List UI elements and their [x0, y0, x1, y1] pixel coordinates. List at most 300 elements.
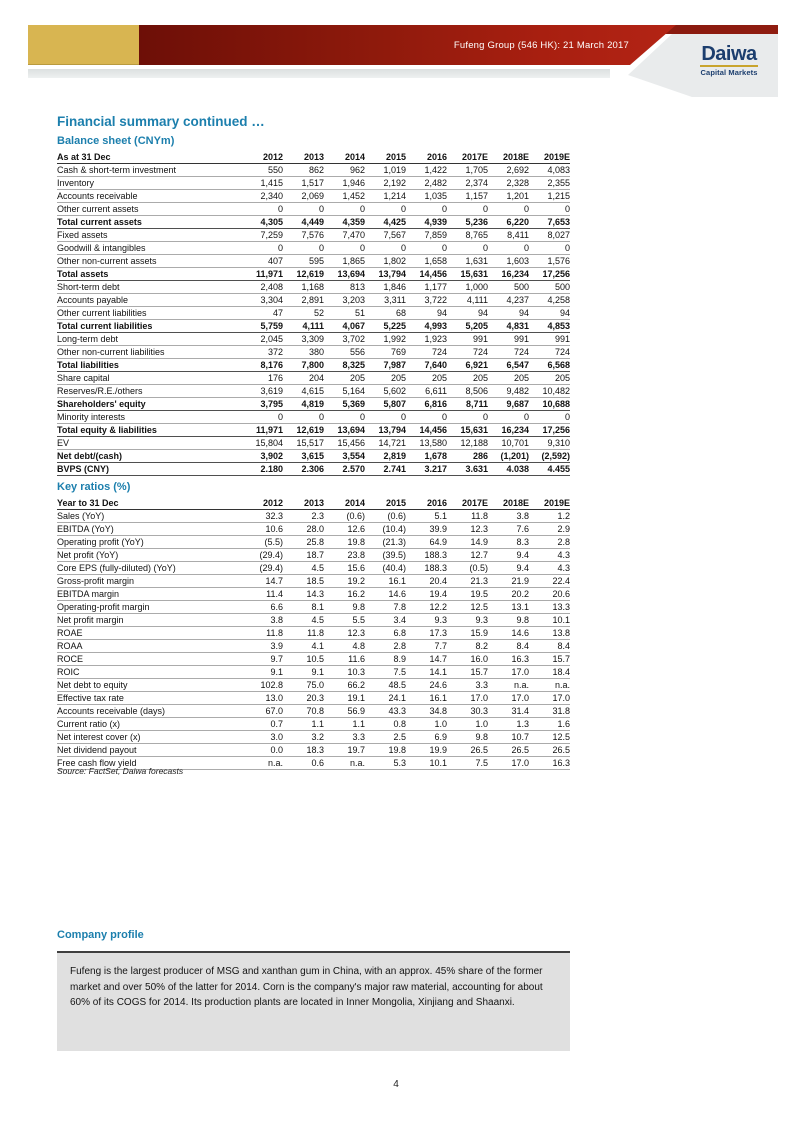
table-cell: 9,310 [529, 437, 570, 450]
table-cell: 18.4 [529, 666, 570, 679]
table-cell: 5,602 [365, 385, 406, 398]
table-cell: 1,802 [365, 255, 406, 268]
table-cell: 1,705 [447, 164, 488, 177]
table-row [57, 281, 570, 294]
table-cell: 9.4 [488, 549, 529, 562]
table-cell: 3,722 [406, 294, 447, 307]
row-label: Goodwill & intangibles [57, 242, 242, 255]
column-header: 2017E [447, 151, 488, 164]
table-cell: 26.5 [488, 744, 529, 757]
table-row [57, 744, 570, 757]
table-row [57, 320, 570, 333]
column-header: Year to 31 Dec [57, 497, 242, 510]
table-cell: 0 [406, 411, 447, 424]
table-cell: 5.1 [406, 510, 447, 523]
table-cell: 10,482 [529, 385, 570, 398]
table-cell: 1.6 [529, 718, 570, 731]
table-cell: 176 [242, 372, 283, 385]
table-cell: 3,615 [283, 450, 324, 463]
table-row [57, 692, 570, 705]
table-cell: 3,619 [242, 385, 283, 398]
table-cell: 0 [242, 411, 283, 424]
table-cell: 205 [447, 372, 488, 385]
table-cell: 10,701 [488, 437, 529, 450]
table-cell: 991 [488, 333, 529, 346]
table-row [57, 450, 570, 463]
column-header: 2015 [365, 497, 406, 510]
table-cell: 3.0 [242, 731, 283, 744]
table-cell: 11.8 [447, 510, 488, 523]
table-cell: 2,328 [488, 177, 529, 190]
table-cell: 0 [324, 203, 365, 216]
table-cell: 11.4 [242, 588, 283, 601]
table-row [57, 346, 570, 359]
table-cell: 2.3 [283, 510, 324, 523]
table-row [57, 359, 570, 372]
table-cell: 0 [365, 242, 406, 255]
table-cell: 0.8 [365, 718, 406, 731]
table-cell: 0 [447, 411, 488, 424]
table-cell: n.a. [242, 757, 283, 770]
table-cell: 4,853 [529, 320, 570, 333]
table-cell: 21.3 [447, 575, 488, 588]
table-header-row [57, 151, 570, 164]
table-cell: 7,576 [283, 229, 324, 242]
table-cell: 6.9 [406, 731, 447, 744]
table-cell: 70.8 [283, 705, 324, 718]
table-cell: 7.8 [365, 601, 406, 614]
table-row [57, 731, 570, 744]
row-label: Accounts payable [57, 294, 242, 307]
row-label: Total liabilities [57, 359, 242, 372]
table-row [57, 510, 570, 523]
table-cell: 16.3 [529, 757, 570, 770]
table-cell: 16.2 [324, 588, 365, 601]
table-cell: 13,580 [406, 437, 447, 450]
table-cell: (2,592) [529, 450, 570, 463]
table-cell: 3,702 [324, 333, 365, 346]
table-cell: 188.3 [406, 562, 447, 575]
row-label: Total current assets [57, 216, 242, 229]
table-cell: 1.0 [406, 718, 447, 731]
key-ratios-title: Key ratios (%) [57, 481, 131, 493]
table-cell: 48.5 [365, 679, 406, 692]
table-row [57, 294, 570, 307]
row-label: Sales (YoY) [57, 510, 242, 523]
table-cell: 2.180 [242, 463, 283, 476]
gold-accent-block [28, 25, 139, 65]
table-row [57, 177, 570, 190]
table-cell: 1,452 [324, 190, 365, 203]
table-cell: 2,891 [283, 294, 324, 307]
row-label: Reserves/R.E./others [57, 385, 242, 398]
table-cell: 6,816 [406, 398, 447, 411]
table-cell: 1.1 [324, 718, 365, 731]
page-number: 4 [393, 1079, 399, 1090]
table-cell: 8,176 [242, 359, 283, 372]
table-row [57, 424, 570, 437]
table-cell: 11.6 [324, 653, 365, 666]
row-label: ROAE [57, 627, 242, 640]
table-cell: 12.2 [406, 601, 447, 614]
table-cell: 15.7 [529, 653, 570, 666]
table-cell: 14.7 [242, 575, 283, 588]
table-cell: 7.7 [406, 640, 447, 653]
table-cell: 372 [242, 346, 283, 359]
balance-sheet-title: Balance sheet (CNYm) [57, 135, 175, 147]
table-cell: (1,201) [488, 450, 529, 463]
table-cell: 4,237 [488, 294, 529, 307]
table-cell: 0 [242, 203, 283, 216]
table-cell: 14.1 [406, 666, 447, 679]
table-row [57, 614, 570, 627]
table-row [57, 398, 570, 411]
table-cell: 16,234 [488, 424, 529, 437]
table-cell: 20.2 [488, 588, 529, 601]
table-cell: 16,234 [488, 268, 529, 281]
row-label: Net interest cover (x) [57, 731, 242, 744]
table-cell: 2.8 [365, 640, 406, 653]
table-cell: 3.631 [447, 463, 488, 476]
table-cell: 51 [324, 307, 365, 320]
table-cell: 10.6 [242, 523, 283, 536]
table-cell: 6,611 [406, 385, 447, 398]
table-cell: 1,000 [447, 281, 488, 294]
table-cell: (0.6) [365, 510, 406, 523]
table-cell: 4,449 [283, 216, 324, 229]
table-cell: 14,721 [365, 437, 406, 450]
table-cell: 0 [242, 242, 283, 255]
table-cell: 94 [529, 307, 570, 320]
row-label: Net dividend payout [57, 744, 242, 757]
table-cell: 9,482 [488, 385, 529, 398]
table-cell: 2,482 [406, 177, 447, 190]
row-label: Net debt/(cash) [57, 450, 242, 463]
table-cell: 0 [488, 242, 529, 255]
table-cell: 9.1 [242, 666, 283, 679]
table-cell: 0 [447, 203, 488, 216]
table-cell: 0 [324, 411, 365, 424]
table-cell: 3,795 [242, 398, 283, 411]
table-cell: 7,800 [283, 359, 324, 372]
table-cell: 13.3 [529, 601, 570, 614]
table-row [57, 385, 570, 398]
table-cell: 7,470 [324, 229, 365, 242]
table-row [57, 164, 570, 177]
table-cell: 15,631 [447, 424, 488, 437]
table-cell: 14,456 [406, 424, 447, 437]
table-cell: 4.455 [529, 463, 570, 476]
table-cell: 17.0 [488, 692, 529, 705]
table-cell: 12.7 [447, 549, 488, 562]
column-header: 2016 [406, 151, 447, 164]
table-cell: (21.3) [365, 536, 406, 549]
table-cell: 15,517 [283, 437, 324, 450]
table-row [57, 203, 570, 216]
row-label: Total assets [57, 268, 242, 281]
row-label: EV [57, 437, 242, 450]
table-cell: 9.1 [283, 666, 324, 679]
table-cell: 0 [406, 203, 447, 216]
table-row [57, 562, 570, 575]
table-cell: 2,819 [365, 450, 406, 463]
row-label: Net debt to equity [57, 679, 242, 692]
table-row [57, 216, 570, 229]
table-cell: 17.0 [488, 757, 529, 770]
table-cell: 32.3 [242, 510, 283, 523]
table-cell: 8.9 [365, 653, 406, 666]
table-cell: 13,794 [365, 268, 406, 281]
table-cell: 47 [242, 307, 283, 320]
table-cell: 4,111 [283, 320, 324, 333]
table-cell: (0.6) [324, 510, 365, 523]
table-cell: 3.4 [365, 614, 406, 627]
table-cell: 19.1 [324, 692, 365, 705]
table-cell: 30.3 [447, 705, 488, 718]
table-cell: 1,168 [283, 281, 324, 294]
table-cell: 17,256 [529, 268, 570, 281]
table-row [57, 549, 570, 562]
table-cell: 67.0 [242, 705, 283, 718]
table-cell: 0 [365, 203, 406, 216]
table-cell: 6,921 [447, 359, 488, 372]
table-cell: 17.0 [447, 692, 488, 705]
table-cell: 3,554 [324, 450, 365, 463]
table-cell: 4.3 [529, 549, 570, 562]
column-header: 2018E [488, 497, 529, 510]
column-header: 2016 [406, 497, 447, 510]
table-cell: 1,603 [488, 255, 529, 268]
table-cell: 0.6 [283, 757, 324, 770]
table-cell: 2,192 [365, 177, 406, 190]
table-cell: 0.7 [242, 718, 283, 731]
table-cell: 5,205 [447, 320, 488, 333]
table-cell: 4,083 [529, 164, 570, 177]
table-cell: 2.5 [365, 731, 406, 744]
table-cell: 0 [283, 411, 324, 424]
table-cell: 9,687 [488, 398, 529, 411]
table-cell: 1.2 [529, 510, 570, 523]
table-cell: 10.7 [488, 731, 529, 744]
table-cell: 4,359 [324, 216, 365, 229]
table-cell: 4.5 [283, 562, 324, 575]
table-cell: 8.1 [283, 601, 324, 614]
key-ratios-table [57, 497, 570, 770]
table-cell: 26.5 [529, 744, 570, 757]
table-cell: 56.9 [324, 705, 365, 718]
table-cell: 18.5 [283, 575, 324, 588]
table-cell: 0.0 [242, 744, 283, 757]
table-cell: 1,992 [365, 333, 406, 346]
table-row [57, 333, 570, 346]
table-cell: 13,794 [365, 424, 406, 437]
table-cell: (29.4) [242, 562, 283, 575]
table-row [57, 372, 570, 385]
company-profile-title: Company profile [57, 929, 144, 941]
row-label: Other non-current assets [57, 255, 242, 268]
table-cell: 94 [488, 307, 529, 320]
table-cell: 4,111 [447, 294, 488, 307]
row-label: Accounts receivable [57, 190, 242, 203]
table-cell: 2,408 [242, 281, 283, 294]
table-cell: 1.3 [488, 718, 529, 731]
table-cell: 8,027 [529, 229, 570, 242]
table-cell: 5,164 [324, 385, 365, 398]
table-row [57, 463, 570, 476]
table-cell: 10,688 [529, 398, 570, 411]
table-cell: 4.1 [283, 640, 324, 653]
table-row [57, 411, 570, 424]
row-label: Net profit (YoY) [57, 549, 242, 562]
table-cell: 0 [324, 242, 365, 255]
table-cell: 2.570 [324, 463, 365, 476]
table-cell: 13.8 [529, 627, 570, 640]
table-cell: 39.9 [406, 523, 447, 536]
table-cell: 2.741 [365, 463, 406, 476]
table-row [57, 666, 570, 679]
table-cell: 724 [406, 346, 447, 359]
table-cell: 1,865 [324, 255, 365, 268]
table-cell: 2,692 [488, 164, 529, 177]
row-label: Gross-profit margin [57, 575, 242, 588]
table-cell: 4.8 [324, 640, 365, 653]
table-cell: 15.9 [447, 627, 488, 640]
data-table [57, 497, 570, 770]
table-row [57, 601, 570, 614]
table-cell: 813 [324, 281, 365, 294]
table-cell: 7,859 [406, 229, 447, 242]
row-label: Inventory [57, 177, 242, 190]
table-cell: 724 [529, 346, 570, 359]
table-cell: 14.9 [447, 536, 488, 549]
banner-title: Fufeng Group (546 HK): 21 March 2017 [453, 40, 629, 51]
table-cell: 20.4 [406, 575, 447, 588]
table-cell: 3.2 [283, 731, 324, 744]
table-cell: 7,567 [365, 229, 406, 242]
row-label: Shareholders' equity [57, 398, 242, 411]
table-cell: 16.1 [406, 692, 447, 705]
table-cell: 8,506 [447, 385, 488, 398]
table-cell: 5,759 [242, 320, 283, 333]
row-label: Total equity & liabilities [57, 424, 242, 437]
table-cell: 7.5 [365, 666, 406, 679]
table-cell: 1,177 [406, 281, 447, 294]
table-cell: 3.217 [406, 463, 447, 476]
table-cell: 66.2 [324, 679, 365, 692]
table-cell: 15,456 [324, 437, 365, 450]
table-cell: 1,157 [447, 190, 488, 203]
table-cell: 380 [283, 346, 324, 359]
table-cell: 13,694 [324, 268, 365, 281]
table-cell: 13.0 [242, 692, 283, 705]
row-label: Cash & short-term investment [57, 164, 242, 177]
table-cell: 19.8 [365, 744, 406, 757]
row-label: Core EPS (fully-diluted) (YoY) [57, 562, 242, 575]
table-cell: 25.8 [283, 536, 324, 549]
table-cell: 556 [324, 346, 365, 359]
table-row [57, 307, 570, 320]
table-cell: 11.8 [242, 627, 283, 640]
column-header: 2014 [324, 151, 365, 164]
table-cell: 0 [365, 411, 406, 424]
row-label: Other current assets [57, 203, 242, 216]
row-label: BVPS (CNY) [57, 463, 242, 476]
table-cell: 2,355 [529, 177, 570, 190]
table-cell: 0 [529, 203, 570, 216]
table-cell: 407 [242, 255, 283, 268]
table-cell: 7,259 [242, 229, 283, 242]
row-label: Free cash flow yield [57, 757, 242, 770]
table-cell: 9.8 [447, 731, 488, 744]
table-row [57, 640, 570, 653]
table-cell: 16.0 [447, 653, 488, 666]
row-label: Minority interests [57, 411, 242, 424]
table-cell: 8.4 [529, 640, 570, 653]
table-cell: 7,987 [365, 359, 406, 372]
table-cell: 1,415 [242, 177, 283, 190]
table-cell: 19.9 [406, 744, 447, 757]
table-cell: 2.9 [529, 523, 570, 536]
table-cell: 13.1 [488, 601, 529, 614]
table-cell: 8,411 [488, 229, 529, 242]
table-cell: 9.8 [488, 614, 529, 627]
column-header: 2018E [488, 151, 529, 164]
table-row [57, 242, 570, 255]
table-row [57, 229, 570, 242]
table-cell: 1.1 [283, 718, 324, 731]
table-cell: 1,678 [406, 450, 447, 463]
table-cell: 3.9 [242, 640, 283, 653]
table-cell: 20.6 [529, 588, 570, 601]
table-cell: 14,456 [406, 268, 447, 281]
table-cell: 1,923 [406, 333, 447, 346]
table-cell: 286 [447, 450, 488, 463]
table-row [57, 190, 570, 203]
table-cell: 94 [406, 307, 447, 320]
table-cell: 11,971 [242, 424, 283, 437]
daiwa-logo-wordmark: Daiwa [701, 43, 757, 65]
table-cell: 28.0 [283, 523, 324, 536]
table-cell: 2,045 [242, 333, 283, 346]
row-label: Share capital [57, 372, 242, 385]
table-cell: 1,019 [365, 164, 406, 177]
table-cell: 22.4 [529, 575, 570, 588]
table-cell: 1,517 [283, 177, 324, 190]
table-cell: 3,311 [365, 294, 406, 307]
table-cell: 26.5 [447, 744, 488, 757]
table-cell: 962 [324, 164, 365, 177]
table-cell: 6,547 [488, 359, 529, 372]
table-row [57, 437, 570, 450]
table-cell: 24.6 [406, 679, 447, 692]
table-cell: 3.8 [242, 614, 283, 627]
table-cell: 10.3 [324, 666, 365, 679]
column-header: 2015 [365, 151, 406, 164]
table-cell: 724 [447, 346, 488, 359]
row-label: Accounts receivable (days) [57, 705, 242, 718]
table-cell: 43.3 [365, 705, 406, 718]
table-cell: 0 [529, 411, 570, 424]
table-cell: 3,902 [242, 450, 283, 463]
table-cell: 9.4 [488, 562, 529, 575]
table-cell: 19.7 [324, 744, 365, 757]
table-cell: (10.4) [365, 523, 406, 536]
table-cell: 9.3 [447, 614, 488, 627]
table-cell: 6,568 [529, 359, 570, 372]
row-label: Current ratio (x) [57, 718, 242, 731]
table-row [57, 653, 570, 666]
table-cell: 16.3 [488, 653, 529, 666]
